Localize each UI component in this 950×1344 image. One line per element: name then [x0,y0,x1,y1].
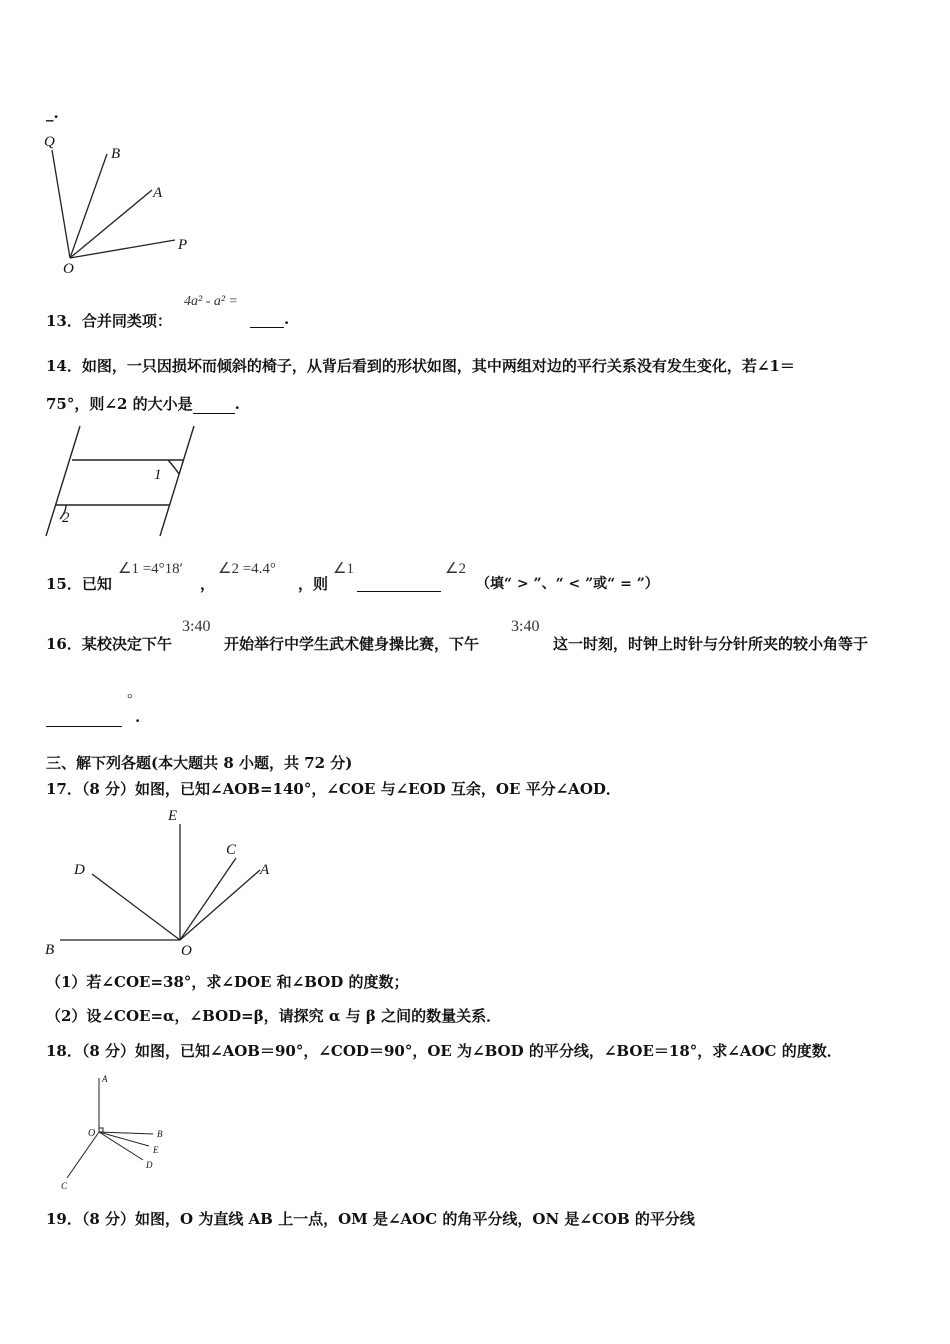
label-e: E [168,808,178,824]
angle-1-label: 1 [154,467,162,483]
q16-time1: 3:40 [182,618,211,635]
question-text: 已知 [81,575,112,593]
q17-sub2: （2）设∠COE=α，∠BOD=β，请探究 α 与 β 之间的数量关系． [46,1007,502,1025]
punct: . [284,310,290,328]
label-c: C [61,1181,68,1191]
question-number: 15． [46,575,82,593]
punct: . [234,395,240,413]
label-d: D [146,1160,153,1170]
q16-period: . [135,708,141,726]
question-14-line2 [46,393,240,414]
question-15 [46,573,112,594]
q16-answer-blank[interactable] [46,708,122,727]
question-16 [46,633,172,654]
label-e: E [153,1145,159,1155]
q13-answer [250,310,289,328]
label-c: C [226,842,237,858]
question-13 [46,310,172,331]
question-number: 13． [46,312,82,330]
label-b: B [157,1129,163,1139]
label-o: O [181,943,192,959]
answer-blank[interactable] [193,399,235,414]
q16-text-b: 开始举行中学生武术健身操比赛，下午 [224,635,480,653]
question-text: （8 分）如图，O 为直线 AB 上一点，OM 是∠AOC 的角平分线，ON 是∠COB 的平分线 [81,1210,695,1228]
question-19 [46,1208,695,1229]
label-d: D [74,862,85,878]
section-3-heading: 三、解下列各题(本大题共 8 小题，共 72 分) [46,754,353,772]
figure-q18 [55,1070,185,1195]
question-18 [46,1040,842,1061]
label-a: A [260,862,270,878]
label-b: B [111,146,121,162]
angle-2-label: 2 [62,510,70,526]
label-o: O [88,1128,96,1139]
question-text: （8 分）如图，已知∠AOB＝90°，∠COD＝90°，OE 为∠BOD 的平分线，∠BOE＝18°，求∠AOC 的度数． [81,1042,842,1060]
q15-fill-hint: （填“ > ”、“ < ”或“ = ”） [476,576,659,592]
question-text: 某校决定下午 [81,635,172,653]
q13-expression: 4a² - a² = [184,294,239,309]
question-number: 17． [46,780,82,798]
q16-text-c: 这一时刻，时钟上时针与分针所夹的较小角等于 [553,635,869,653]
question-text: （8 分）如图，已知∠AOB=140°，∠COE 与∠EOD 互余，OE 平分∠AOD． [81,780,621,798]
question-number: 16． [46,635,82,653]
answer-blank[interactable] [250,313,284,328]
figure-angles-qbap [40,128,210,278]
q15-then: ，则 [298,575,329,593]
q15-answer-blank[interactable] [357,573,441,592]
label-q: Q [44,134,55,150]
label-b: B [45,942,55,958]
q16-degree: ° [127,692,133,707]
question-number: 19． [46,1210,82,1228]
question-17 [46,778,621,799]
question-number: 18． [46,1042,82,1060]
question-text: 合并同类项： [81,312,172,330]
previous-answer-fragment: _. [46,104,59,122]
label-a: A [153,185,163,201]
q15-expr2: ∠2 =4.4° [218,561,276,577]
q17-sub1: （1）若∠COE=38°，求∠DOE 和∠BOD 的度数； [46,973,409,991]
question-text: 75°，则∠2 的大小是 [46,395,193,413]
figure-chair [42,422,202,544]
label-a: A [102,1074,108,1084]
q15-angle2: ∠2 [445,561,466,577]
label-p: P [178,237,188,253]
question-text: 如图，一只因损坏而倾斜的椅子，从背后看到的形状如图，其中两组对边的平行关系没有发生变化，若∠1＝ [81,357,795,375]
question-14-line1 [46,355,795,376]
q15-expr1: ∠1 =4°18′ [118,561,183,577]
q15-angle1: ∠1 [333,561,354,577]
label-o: O [63,261,74,277]
question-number: 14． [46,357,82,375]
q16-time2: 3:40 [511,618,540,635]
figure-q17 [40,804,290,962]
q15-comma: ， [200,575,216,593]
